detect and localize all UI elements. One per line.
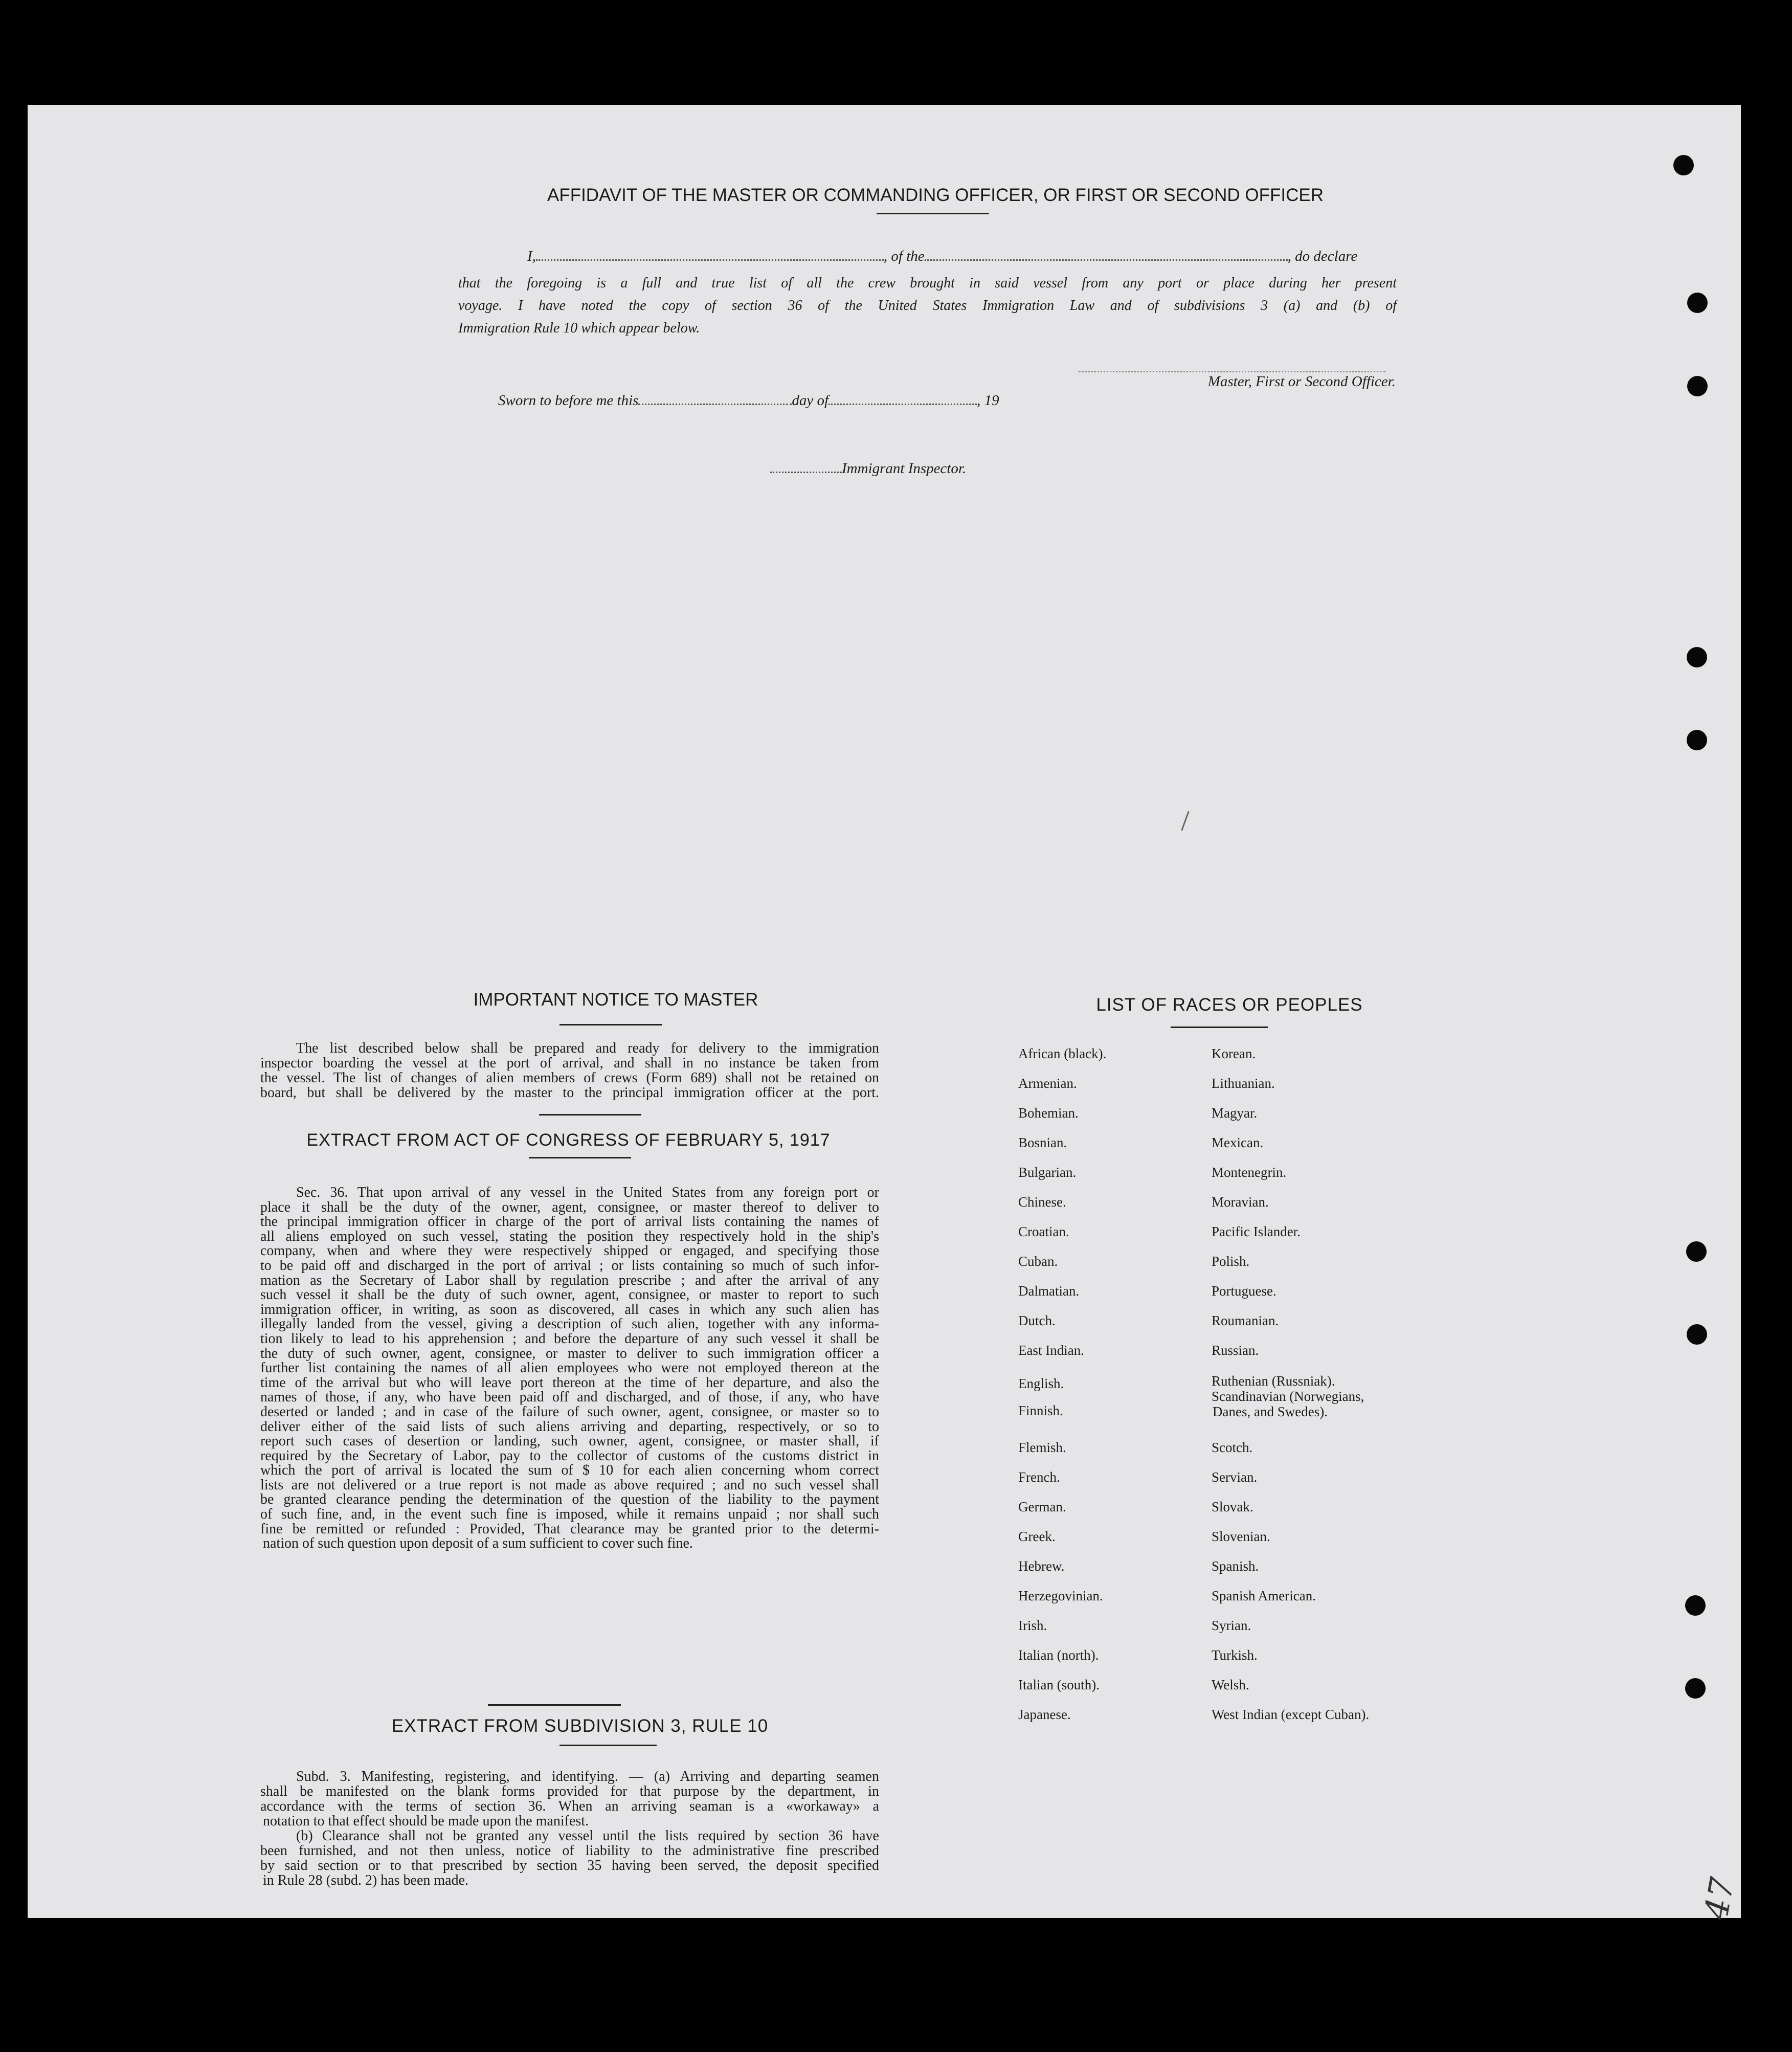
- rule-line: accordance with the terms of section 36. When an arriving seaman is a «workaway» a: [260, 1798, 879, 1814]
- act-line: company, when and where they were respectively shipped or engaged, and specifying those: [260, 1243, 879, 1259]
- race-item: Bohemian.: [1018, 1105, 1079, 1121]
- inspector-line: [770, 460, 1077, 477]
- race-item: Danes, and Swedes).: [1213, 1404, 1328, 1419]
- race-item: Scandinavian (Norwegians,: [1212, 1389, 1364, 1404]
- races-title: LIST OF RACES OR PEOPLES: [1096, 995, 1363, 1015]
- race-item: Ruthenian (Russniak).: [1212, 1373, 1335, 1389]
- act-line: place it shall be the duty of the owner, agent, consignee, or master thereof to deliver to: [260, 1199, 879, 1215]
- race-item: Dutch.: [1018, 1313, 1056, 1328]
- master-name-blank: [536, 259, 884, 261]
- rule-line: by said section or to that prescribed by section 35 having been served, the deposit specified: [260, 1858, 879, 1873]
- affidavit-body: [458, 272, 1397, 340]
- race-item: Roumanian.: [1212, 1313, 1279, 1328]
- sworn-month-blank: [828, 404, 977, 405]
- act-line: be granted clearance pending the determination of the question of the liability to the payment: [260, 1491, 879, 1508]
- punch-hole: [1687, 376, 1708, 396]
- extract-act-title: EXTRACT FROM ACT OF CONGRESS OF FEBRUARY 5, 1917: [306, 1130, 831, 1150]
- vessel-name-blank: [925, 259, 1288, 261]
- race-item: Chinese.: [1018, 1194, 1066, 1210]
- master-signature-dots: [1079, 371, 1385, 372]
- race-item: Russian.: [1212, 1343, 1259, 1358]
- race-item: West Indian (except Cuban).: [1212, 1707, 1370, 1722]
- punch-hole: [1673, 155, 1694, 175]
- race-item: Polish.: [1212, 1254, 1250, 1269]
- extract-rule-underline: [559, 1745, 657, 1746]
- rule-line: shall be manifested on the blank forms provided for that purpose by the department, in: [260, 1783, 879, 1799]
- race-item: Bosnian.: [1018, 1135, 1067, 1150]
- act-line: to be paid off and discharged in the port of arrival ; or lists containing so much of such infor-: [260, 1257, 879, 1274]
- race-item: African (black).: [1018, 1046, 1107, 1061]
- act-line: nation of such question upon deposit of a sum sufficient to cover such fine.: [263, 1535, 693, 1552]
- punch-hole: [1685, 1595, 1706, 1616]
- race-item: Dalmatian.: [1018, 1283, 1080, 1299]
- race-item: Spanish American.: [1212, 1588, 1316, 1603]
- race-item: Servian.: [1212, 1469, 1258, 1485]
- race-item: Flemish.: [1018, 1440, 1066, 1455]
- act-line: further list containing the names of all alien employees who were not employed thereon at the: [260, 1360, 879, 1376]
- notice-line: the vessel. The list of changes of alien members of crews (Form 689) shall not be retained on: [260, 1070, 879, 1086]
- act-line: mation as the Secretary of Labor shall by regulation prescribe ; and after the arrival of any: [260, 1272, 879, 1288]
- act-line: all aliens employed on such vessel, stating the position they respectively hold in the ship's: [260, 1228, 879, 1244]
- race-item: Lithuanian.: [1212, 1076, 1275, 1091]
- act-line: illegally landed from the vessel, giving a description of such alien, together with any informa-: [260, 1316, 879, 1332]
- year-label: , 19: [977, 392, 999, 409]
- race-item: Italian (south).: [1018, 1677, 1100, 1692]
- act-line: which the port of arrival is located the sum of $ 10 for each alien concerning whom correct: [260, 1462, 879, 1479]
- notice-divider: [539, 1114, 641, 1116]
- race-item: Croatian.: [1018, 1224, 1069, 1239]
- race-item: Slovak.: [1212, 1499, 1253, 1514]
- race-item: Korean.: [1212, 1046, 1256, 1061]
- notice-line: inspector boarding the vessel at the port of arrival, and shall in no instance be taken from: [260, 1055, 879, 1071]
- act-line: deliver either of the said lists of such aliens arriving and departing, respectively, or so to: [260, 1418, 879, 1435]
- master-signature-line: [1079, 373, 1396, 390]
- day-of-label: day of: [792, 392, 829, 409]
- scan-mark: [1181, 811, 1190, 831]
- act-line: lists are not delivered or a true report is not made as above required ; and no such vessel shall: [260, 1477, 879, 1493]
- race-item: Welsh.: [1212, 1677, 1249, 1692]
- race-item: Syrian.: [1212, 1618, 1251, 1633]
- race-item: Greek.: [1018, 1529, 1056, 1544]
- race-item: Italian (north).: [1018, 1647, 1099, 1663]
- race-item: German.: [1018, 1499, 1066, 1514]
- race-item: Slovenian.: [1212, 1529, 1270, 1544]
- act-line: immigration officer, in writing, as soon as discovered, all cases in which any such alien has: [260, 1301, 879, 1318]
- handwritten-page-number: 47: [1697, 1875, 1742, 1923]
- race-item: Japanese.: [1018, 1707, 1071, 1722]
- races-title-underline: [1171, 1027, 1268, 1028]
- act-line: report such cases of desertion or landing, such owner, agent, consignee, or master shall, if: [260, 1433, 879, 1449]
- punch-hole: [1685, 1678, 1706, 1699]
- race-item: Portuguese.: [1212, 1283, 1276, 1299]
- act-line: such vessel it shall be the duty of such owner, agent, consignee, or master to report to such: [260, 1287, 879, 1303]
- inspector-signature-blank: [770, 472, 842, 473]
- extract-act-body: [260, 1186, 879, 1551]
- sworn-line: [498, 392, 1163, 409]
- punch-hole: [1686, 1241, 1707, 1262]
- rule-line: (b) Clearance shall not be granted any vessel until the lists required by section 36 have: [296, 1828, 879, 1844]
- punch-hole: [1687, 1324, 1707, 1345]
- do-declare-label: , do declare: [1287, 248, 1358, 264]
- race-item: Magyar.: [1212, 1105, 1258, 1121]
- race-item: Bulgarian.: [1018, 1165, 1077, 1180]
- race-item: Herzegovinian.: [1018, 1588, 1103, 1603]
- master-signature-label: Master, First or Second Officer.: [1207, 373, 1396, 390]
- notice-title-underline: [559, 1024, 662, 1025]
- affidavit-line: Immigration Rule 10 which appear below.: [458, 320, 700, 336]
- race-item: French.: [1018, 1469, 1060, 1485]
- notice-line: The list described below shall be prepared and ready for delivery to the immigration: [296, 1040, 879, 1056]
- punch-hole: [1687, 647, 1707, 667]
- punch-hole: [1687, 730, 1707, 750]
- punch-hole: [1687, 293, 1708, 313]
- race-item: Hebrew.: [1018, 1558, 1065, 1574]
- act-line: required by the Secretary of Labor, pay to the collector of customs of the customs district in: [260, 1447, 879, 1464]
- extract-act-divider: [488, 1704, 621, 1706]
- affidavit-line: that the foregoing is a full and true list of all the crew brought in said vessel from any port or place during her present: [458, 275, 1397, 291]
- act-line: deserted or landed ; and in case of the failure of such owner, agent, consignee, or master so to: [260, 1403, 879, 1420]
- rule-line: notation to that effect should be made upon the manifest.: [263, 1813, 589, 1829]
- notice-title: IMPORTANT NOTICE TO MASTER: [473, 990, 758, 1010]
- race-item: Mexican.: [1212, 1135, 1264, 1150]
- affidavit-title: AFFIDAVIT OF THE MASTER OR COMMANDING OFFICER, OR FIRST OR SECOND OFFICER: [547, 185, 1324, 205]
- race-item: Finnish.: [1018, 1403, 1063, 1418]
- act-line: fine be remitted or refunded : Provided, That clearance may be granted prior to the determi-: [260, 1521, 879, 1537]
- act-line: time of the arrival but who will leave port thereon at the time of her departure, and also the: [260, 1374, 879, 1391]
- rule-line: been furnished, and not then unless, notice of liability to the administrative fine prescribed: [260, 1843, 879, 1859]
- act-line: Sec. 36. That upon arrival of any vessel in the United States from any foreign port or: [296, 1185, 879, 1200]
- notice-line: board, but shall be delivered by the master to the principal immigration officer at the port.: [260, 1085, 879, 1101]
- affidavit-title-underline: [877, 213, 989, 214]
- extract-act-underline: [529, 1157, 631, 1158]
- extract-rule-title: EXTRACT FROM SUBDIVISION 3, RULE 10: [391, 1716, 769, 1736]
- document-page: [28, 105, 1742, 1923]
- act-line: tion likely to lead to his apprehension ; and before the departure of any such vessel it shall be: [260, 1330, 879, 1347]
- rule-line: in Rule 28 (subd. 2) has been made.: [263, 1872, 469, 1888]
- race-item: Montenegrin.: [1212, 1165, 1287, 1180]
- race-item: English.: [1018, 1376, 1064, 1391]
- race-item: East Indian.: [1018, 1343, 1084, 1358]
- race-item: Spanish.: [1212, 1558, 1259, 1574]
- act-line: the principal immigration officer in charge of the port of arrival lists containing the names of: [260, 1214, 879, 1230]
- notice-body: [260, 1041, 879, 1100]
- act-line: of such fine, and, in the event such fine is imposed, while it remains unpaid ; nor shall such: [260, 1506, 879, 1523]
- extract-rule-body: [260, 1769, 879, 1888]
- sworn-day-blank: [638, 404, 792, 405]
- of-the-label: , of the: [883, 248, 925, 264]
- race-item: Cuban.: [1018, 1254, 1058, 1269]
- race-item: Irish.: [1018, 1618, 1047, 1633]
- act-line: the duty of such owner, agent, consignee, or master to deliver to such immigration officer a: [260, 1345, 879, 1362]
- inspector-label: Immigrant Inspector.: [842, 460, 967, 477]
- affidavit-line: voyage. I have noted the copy of section 36 of the United States Immigration Law and of subdivisions 3 (a) and (b) of: [458, 298, 1397, 314]
- affidavit-declaration-line: [527, 248, 1397, 265]
- race-item: Moravian.: [1212, 1194, 1269, 1210]
- act-line: names of those, if any, who have been paid off and discharged, and of those, if any, who have: [260, 1389, 879, 1406]
- race-item: Turkish.: [1212, 1647, 1258, 1663]
- i-label: I,: [527, 248, 536, 264]
- race-item: Pacific Islander.: [1212, 1224, 1301, 1239]
- race-item: Scotch.: [1212, 1440, 1253, 1455]
- sworn-label: Sworn to before me this: [498, 392, 639, 409]
- rule-line: Subd. 3. Manifesting, registering, and identifying. — (a) Arriving and departing seamen: [296, 1769, 879, 1785]
- race-item: Armenian.: [1018, 1076, 1077, 1091]
